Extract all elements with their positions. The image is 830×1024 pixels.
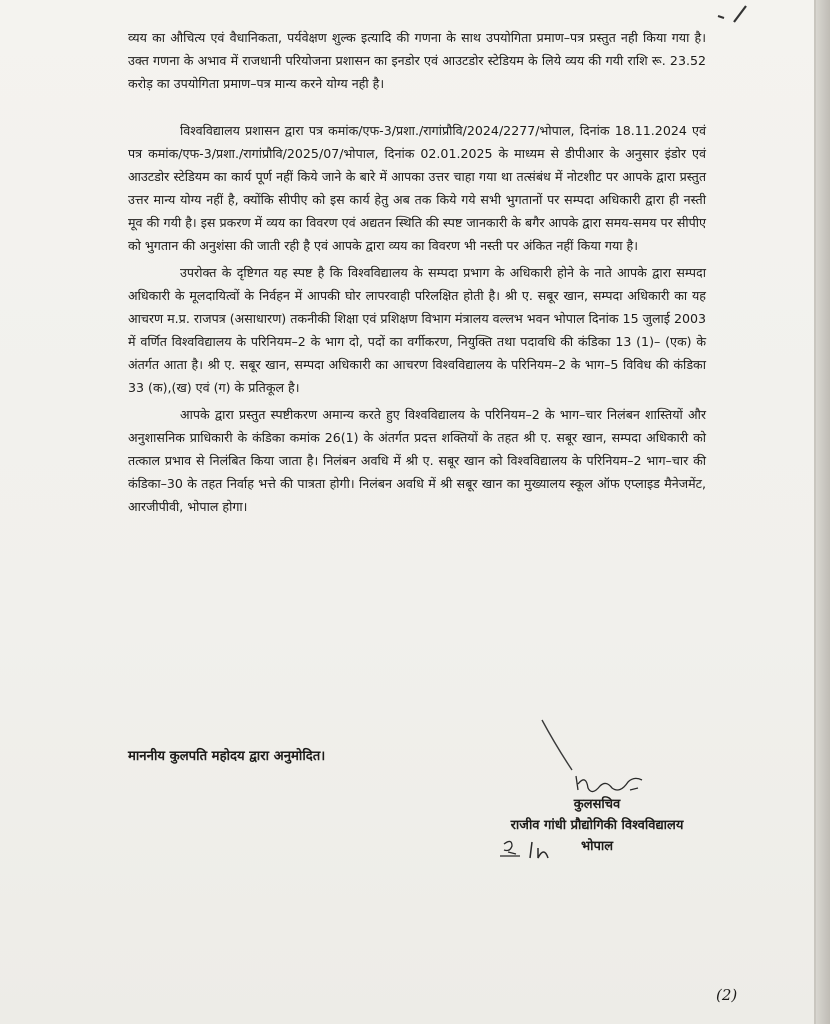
signatory-city: भोपाल (580, 839, 614, 854)
paragraph-1: व्यय का औचित्य एवं वैधानिकता, पर्यवेक्षण शुल्क इत्यादि की गणना के साथ उपयोगिता प्रमाण–पत्र प्रस्तुत नही किया गया है। उक्त गणना के अभाव में राजधानी परियोजना प्रशासन का इनडोर एवं आउटडोर स्टेडियम के लिये व्यय की गयी राशि रू. 23.52 करोड़ का उपयोगिता प्रमाण–पत्र मान्य करने योग्य नही है। (128, 30, 706, 91)
signatory-designation: कुलसचिव (573, 797, 621, 812)
handwritten-initials-icon (498, 836, 570, 862)
letter-body (128, 26, 706, 522)
approval-note: माननीय कुलपति महोदय द्वारा अनुमोदित। (128, 749, 326, 764)
paragraph-3: उपरोक्त के दृष्टिगत यह स्पष्ट है कि विश्वविद्यालय के सम्पदा प्रभाग के अधिकारी होने के नाते आपके द्वारा सम्पदा अधिकारी के मूलदायित्वों के निर्वहन में आपकी घोर लापरवाही परिलक्षित होती है। श्री ए. सबूर खान, सम्पदा अधिकारी का यह आचरण म.प्र. राजपत्र (असाधारण) तकनीकी शिक्षा एवं प्रशिक्षण विभाग मंत्रालय वल्लभ भवन भोपाल दिनांक 15 जुलाई 2003 में वर्णित विश्वविद्यालय के परिनियम–2 के भाग दो, पदों का वर्गीकरण, नियुक्ति तथा पदावधि की कंडिका 13 (1)– (एक) के अंतर्गत आता है। श्री ए. सबूर खान, सम्पदा अधिकारी का आचरण विश्वविद्यालय के परिनियम–2 के भाग–5 विविध की कंडिका 33 (क),(ख) एवं (ग) के प्रतिकूल है। (128, 265, 706, 395)
paragraph-2: विश्वविद्यालय प्रशासन द्वारा पत्र कमांक/एफ-3/प्रशा./रागांप्रौवि/2024/2277/भोपाल, दिनांक 18.11.2024 एवं पत्र कमांक/एफ-3/प्रशा./रागांप्रौवि/2025/07/भोपाल, दिनांक 02.01.2025 के माध्यम से डीपीआर के अनुसार इंडोर एवं आउटडोर स्टेडियम का कार्य पूर्ण नहीं किये जाने के बारे में आपका उत्तर चाहा गया था तत्संबंध में नोटशीट पर आपके द्वारा प्रस्तुत उत्तर मान्य योग्य नहीं है, क्योंकि सीपीए को इस कार्य हेतु अब तक किये गये सभी भुगतानों पर सम्पदा अधिकारी द्वारा ही नस्ती मूव की गयी है। इस प्रकरण में व्यय का विवरण एवं अद्यतन स्थिति की स्पष्ट जानकारी के बगैर आपके द्वारा समय-समय पर सीपीए को भुगतान की अनुशंसा की जाती रही है एवं आपके द्वारा व्यय का विवरण भी नस्ती पर अंकित नहीं किया गया है। (128, 123, 706, 253)
scan-edge-shadow (816, 0, 830, 1024)
handwritten-tick-icon (538, 716, 578, 776)
signatory-institution: राजीव गांधी प्रौद्योगिकी विश्वविद्यालय (510, 818, 684, 833)
handwritten-corner-mark-icon (712, 4, 752, 28)
paragraph-4: आपके द्वारा प्रस्तुत स्पष्टीकरण अमान्य करते हुए विश्वविद्यालय के परिनियम–2 के भाग–चार निलंबन शास्तियों और अनुशासनिक प्राधिकारी के कंडिका कमांक 26(1) के अंतर्गत प्रदत्त शक्तियों के तहत श्री ए. सबूर खान, सम्पदा अधिकारी को तत्काल प्रभाव से निलंबित किया जाता है। निलंबन अवधि में श्री ए. सबूर खान को विश्वविद्यालय के परिनियम–2 भाग–चार की कंडिका–30 के तहत निर्वाह भत्ते की पात्रता होगी। निलंबन अवधि में श्री सबूर खान का मुख्यालय स्कूल ऑफ एप्लाइड मैनेजमेंट, आरजीपीवी, भोपाल होगा। (128, 407, 706, 514)
page-number: (2) (716, 986, 738, 1004)
